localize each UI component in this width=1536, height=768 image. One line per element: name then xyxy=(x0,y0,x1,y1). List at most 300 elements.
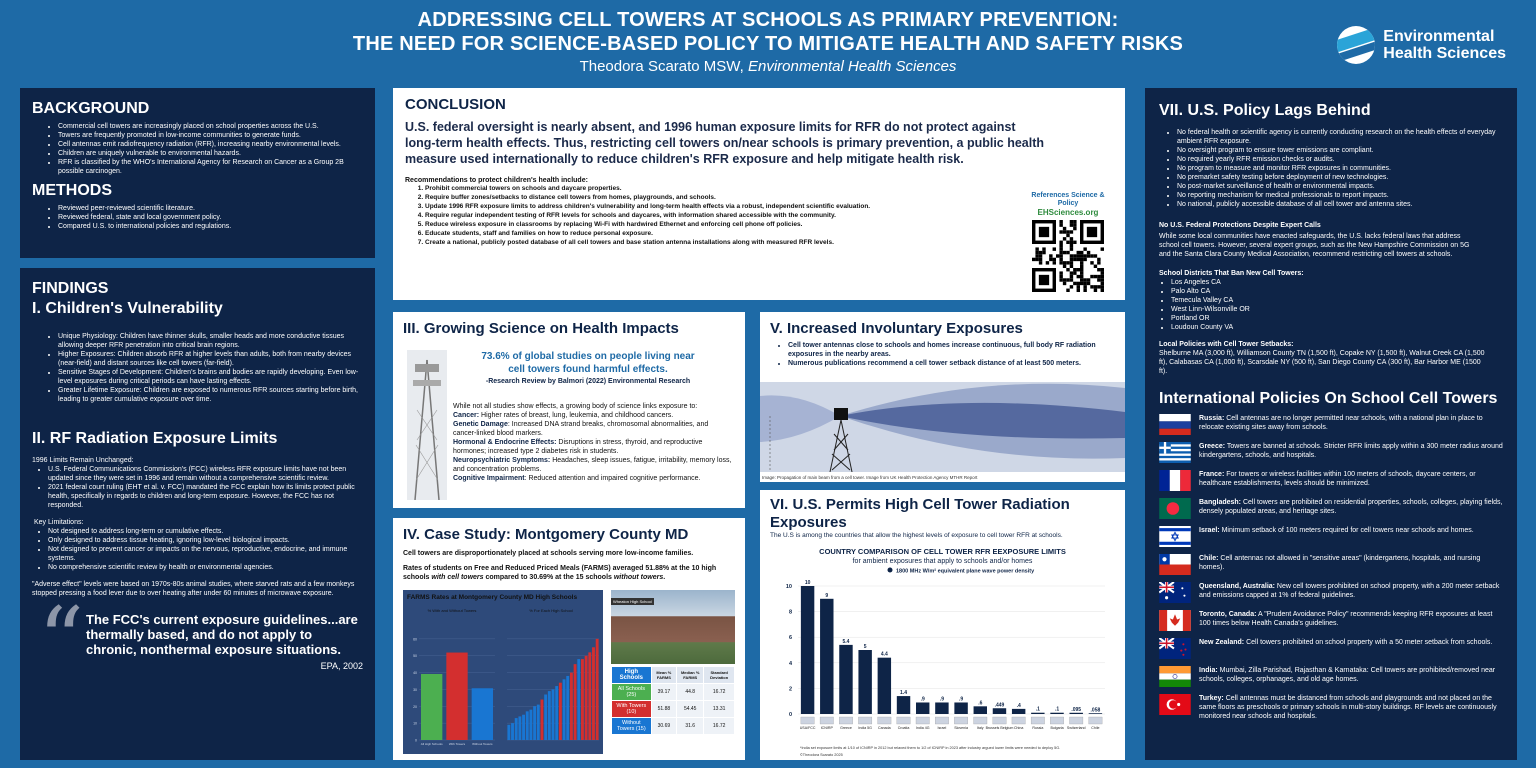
author-name: Theodora Scarato MSW, xyxy=(579,58,748,75)
france-flag-icon xyxy=(1159,470,1191,491)
school-bar xyxy=(529,710,532,740)
country-flag-icon xyxy=(1031,717,1044,724)
school-bar xyxy=(552,689,555,740)
x-tick-label: Bulgaria xyxy=(1050,726,1064,730)
legend-swatch xyxy=(888,568,893,573)
science-effect-item xyxy=(453,474,733,483)
policy-title: VII. U.S. Policy Lags Behind xyxy=(1159,102,1371,119)
international-item xyxy=(1159,582,1503,603)
x-tick-label: India 5G xyxy=(858,726,872,730)
permits-title: VI. U.S. Permits High Cell Tower Radiation Exposures xyxy=(770,496,1070,531)
science-effect-key: Cancer: xyxy=(453,412,480,419)
school-bar xyxy=(555,686,558,740)
y-tick-label: 10 xyxy=(413,721,417,726)
recommendation-item: 2. Require buffer zones/setbacks to distance cell towers from homes, playgrounds, and schools. xyxy=(425,193,1025,202)
involuntary-panel xyxy=(760,312,1125,482)
chile-flag-icon xyxy=(1159,554,1191,575)
data-label: 5 xyxy=(863,644,867,650)
international-list xyxy=(1159,414,1503,721)
chart-bar xyxy=(820,599,833,714)
involuntary-item: • Numerous publications recommend a cell tower setback distance of at least 500 meters. xyxy=(788,359,1115,368)
data-label: .6 xyxy=(978,700,983,707)
international-country: Queensland, Australia: xyxy=(1199,583,1275,590)
y-tick-label: 50 xyxy=(413,654,417,659)
policy-item: • No reporting mechanism for medical professionals to report impacts. xyxy=(1177,191,1503,200)
legend-label: 1800 MHz W/m² equivalent plane wave power density xyxy=(896,568,1035,575)
farms-right-subtitle: % For Each High School xyxy=(529,608,573,613)
farms-summary-chart xyxy=(405,614,497,750)
background-item: • Towers are frequently promoted in low-income communities to generate funds. xyxy=(58,131,363,140)
chart-bar xyxy=(916,702,929,714)
science-effect-item xyxy=(453,420,733,438)
farms-table-cell: With Towers (10) xyxy=(612,701,652,718)
science-effect-key: Neuropsychiatric Symptoms: xyxy=(453,457,551,464)
international-item-text xyxy=(1199,638,1492,647)
recommendation-item: 7. Create a national, publicly posted database of all cell towers and base station antenna installations along with measured RFR levels. xyxy=(425,238,1025,247)
international-item-text xyxy=(1199,610,1503,628)
data-label: 10 xyxy=(804,580,811,586)
country-flag-icon xyxy=(1012,717,1025,724)
farms-table-cell: 39.17 xyxy=(651,684,676,701)
recommendation-item: 5. Reduce wireless exposure in classrooms by replacing Wi-Fi with hardwired Ethernet and enforcing cell phone off policies. xyxy=(425,220,1025,229)
school-bar xyxy=(596,639,599,740)
international-policy: Mumbai, Zilla Parishad, Rajasthan & Karnataka: Cell towers are prohibited/removed near schools, colleges, orphanages, and old age homes. xyxy=(1199,667,1496,683)
data-label: .1 xyxy=(1035,706,1040,713)
farms-bar xyxy=(446,653,467,740)
x-tick-label: Israel xyxy=(937,726,947,730)
x-tick-label: USA/FCC xyxy=(799,726,816,730)
school-bar xyxy=(537,705,540,740)
school-bar xyxy=(541,700,544,740)
x-tick-label: Canada xyxy=(878,726,891,730)
science-stat: 73.6% of global studies on people living near cell towers found harmful effects. xyxy=(481,351,695,375)
methods-list xyxy=(32,204,363,231)
school-bar xyxy=(511,723,514,740)
international-policy: Cell towers prohibited on school property with a 50 meter setback from schools. xyxy=(1244,639,1493,646)
school-photo xyxy=(611,590,735,664)
background-item: • Children are uniquely vulnerable to environmental hazards. xyxy=(58,149,363,158)
methods-item: • Reviewed peer-reviewed scientific literature. xyxy=(58,204,363,213)
country-flag-icon xyxy=(820,717,833,724)
casestudy-panel xyxy=(393,518,745,760)
permits-subtitle: The U.S is among the countries that allow the highest levels of exposure to cell tower RFR at schools. xyxy=(770,532,1063,539)
international-item-text xyxy=(1199,582,1503,600)
recommendations-list xyxy=(405,184,1025,247)
school-bar xyxy=(515,718,518,740)
permits-panel xyxy=(760,490,1125,760)
school-bar xyxy=(526,711,529,740)
farms-table-row xyxy=(612,701,735,718)
vulnerability-item: • Higher Exposures: Children absorb RFR at higher levels than adults, both from nearby devices (near-field) and distant sources like cell towers (far-field). xyxy=(58,350,363,368)
district-item: • Palo Alto CA xyxy=(1171,287,1503,296)
international-item-text xyxy=(1199,498,1503,516)
chart-bar xyxy=(1031,713,1044,714)
cell-tower-photo xyxy=(407,350,447,500)
x-tick-label: India 4G xyxy=(915,726,930,730)
greece-flag-icon xyxy=(1159,442,1191,463)
farms-bar xyxy=(421,674,442,740)
international-policy: Towers are banned at schools. Stricter RFR limits apply within a 300 meter radius around kindergartens, schools, and hospitals. xyxy=(1199,443,1503,459)
involuntary-item: • Cell tower antennas close to schools and homes increase continuous, full body RF radiation exposures in the nearby areas. xyxy=(788,341,1115,359)
globe-icon xyxy=(1337,26,1375,64)
farms-table-head-cell: Mean % FARMS xyxy=(651,667,676,684)
data-label: .449 xyxy=(994,702,1005,709)
science-effect-text: Headaches, sleep issues, fatigue, irritability, memory loss, and concentration problems. xyxy=(453,457,732,473)
farms-table-cell: 31.6 xyxy=(677,718,704,735)
conclusion-lead: U.S. federal oversight is nearly absent, and 1996 human exposure limits for RFR do not protect against long-term health effects. Thus, restricting cell towers on/near schools is primary prevention, a public health measure used internationally to reduce children's RFR exposure and help mitigate health risk. xyxy=(405,120,1045,166)
district-item: • West Linn-Wilsonville OR xyxy=(1171,305,1503,314)
school-bar xyxy=(559,683,562,740)
data-label: .9 xyxy=(959,696,964,703)
international-item-text xyxy=(1199,470,1503,488)
y-tick-label: 0 xyxy=(788,712,792,718)
school-bar xyxy=(507,725,510,740)
local-text: Shelburne MA (3,000 ft), Williamson County TN (1,500 ft), Copake NY (1,500 ft), Walnut Creek CA (1,500 ft), Calabasas CA (1,000 ft), Scarsdale NY (500 ft), San Diego County CA (300 ft), Bar Harbor ME (1500 ft). xyxy=(1159,350,1485,375)
chart-bar xyxy=(1012,709,1025,714)
poster-title-line1: ADDRESSING CELL TOWERS AT SCHOOLS AS PRIMARY PREVENTION: xyxy=(417,9,1119,31)
farms-school-chart xyxy=(503,614,601,750)
country-flag-icon xyxy=(839,717,852,724)
policy-item: • No oversight program to ensure tower emissions are compliant. xyxy=(1177,146,1503,155)
international-item xyxy=(1159,666,1503,687)
farms-table-header xyxy=(612,667,735,684)
casestudy-p2 xyxy=(403,564,735,582)
country-flag-icon xyxy=(897,717,910,724)
x-tick-label: China xyxy=(1013,726,1024,730)
international-item xyxy=(1159,414,1503,435)
international-country: New Zealand: xyxy=(1199,639,1245,646)
school-bar xyxy=(585,656,588,740)
science-effect-text: Disruptions in stress, thyroid, and reproductive hormones; increased type 2 diabetes risk in students. xyxy=(453,439,703,455)
school-bar xyxy=(563,679,566,740)
farms-table-cell: Without Towers (15) xyxy=(612,718,652,735)
x-tick-label: Without Towers xyxy=(472,742,493,746)
casestudy-p2-b: with cell towers xyxy=(431,574,484,581)
methods-item: • Compared U.S. to international policies and regulations. xyxy=(58,222,363,231)
policy-item: • No premarket safety testing before deployment of new technologies. xyxy=(1177,173,1503,182)
recommendation-item: 3. Update 1996 RFR exposure limits to address children's vulnerability and long-term health effects via a robust, independent scientific evaluation. xyxy=(425,202,1025,211)
school-bar xyxy=(577,659,580,740)
x-tick-label: Chile xyxy=(1091,726,1100,730)
background-item: • Commercial cell towers are increasingly placed on school properties across the U.S. xyxy=(58,122,363,131)
quote-source: EPA, 2002 xyxy=(320,661,363,671)
international-item xyxy=(1159,498,1503,519)
findings-sec1-title: I. Children's Vulnerability xyxy=(32,300,223,317)
y-tick-label: 10 xyxy=(785,584,792,590)
international-item-text xyxy=(1199,414,1503,432)
x-tick-label: Russia xyxy=(1032,726,1044,730)
vulnerability-item: • Greater Lifetime Exposure: Children are exposed to numerous RFR sources starting before birth, leading to greater cumulative exposure over time. xyxy=(58,386,363,404)
international-policy: For towers or wireless facilities within 100 meters of schools, daycare centers, or healthcare establishments, levels should be minimized. xyxy=(1199,471,1476,487)
methods-item: • Reviewed federal, state and local government policy. xyxy=(58,213,363,222)
international-country: Turkey: xyxy=(1199,695,1224,702)
district-item: • Loudoun County VA xyxy=(1171,323,1503,332)
science-effect-item xyxy=(453,456,733,474)
international-country: France: xyxy=(1199,471,1225,478)
methods-title: METHODS xyxy=(32,182,112,199)
school-bar xyxy=(548,691,551,740)
data-label: 4.4 xyxy=(880,651,888,658)
chart-bar xyxy=(1089,713,1102,714)
chart-bar xyxy=(1050,713,1063,714)
beam-propagation-diagram xyxy=(760,382,1125,472)
science-effect-key: Genetic Damage xyxy=(453,421,508,428)
quote-text: The FCC's current exposure guidelines...are thermally based, and do not apply to chronic, nonthermal exposure situations. xyxy=(86,612,358,657)
canada-flag-icon xyxy=(1159,610,1191,631)
international-country: Bangladesh: xyxy=(1199,499,1242,506)
turkey-flag-icon xyxy=(1159,694,1191,715)
international-item xyxy=(1159,526,1503,547)
x-tick-label: Slovenia xyxy=(954,726,968,730)
chart-bar xyxy=(801,586,814,714)
chart-bar xyxy=(897,696,910,714)
y-tick-label: 30 xyxy=(413,687,417,692)
international-title: International Policies On School Cell Towers xyxy=(1159,390,1498,407)
background-panel xyxy=(20,88,375,258)
recommendation-item: 4. Require regular independent testing of RFR levels for schools and daycares, with information shared accessible with the community. xyxy=(425,211,1025,220)
bangladesh-flag-icon xyxy=(1159,498,1191,519)
data-label: .4 xyxy=(1016,702,1021,709)
data-label: 5.4 xyxy=(842,638,850,645)
background-list xyxy=(32,122,363,176)
international-country: Russia: xyxy=(1199,415,1225,422)
limits-item: • 2021 federal court ruling (EHT et al. v. FCC) mandated the FCC explain how its limits protect public health, specifically in regards to children and long-term exposure. However, the FCC has not responded. xyxy=(48,483,363,510)
international-country: Greece: xyxy=(1199,443,1226,450)
science-effect-item xyxy=(453,411,733,420)
background-item: • Cell antennas emit radiofrequency radiation (RFR), increasing nearby environmental levels. xyxy=(58,140,363,149)
involuntary-caption: Image: Propagation of main beam from a cell tower. Image from UK Health Protection Agency MTHR Report xyxy=(762,475,978,480)
involuntary-list xyxy=(770,341,1115,368)
farms-table-cell: 44.8 xyxy=(677,684,704,701)
chart-bar xyxy=(858,650,871,714)
farms-table-cell: 30.69 xyxy=(651,718,676,735)
international-item-text xyxy=(1199,442,1503,460)
y-tick-label: 4 xyxy=(788,660,792,667)
local-title: Local Policies with Cell Tower Setbacks: xyxy=(1159,341,1294,348)
x-tick-label: All High Schools xyxy=(420,742,443,746)
chart-bar xyxy=(935,702,948,714)
casestudy-p2-e: . xyxy=(663,574,666,581)
country-flag-icon xyxy=(1070,717,1083,724)
russia-flag-icon xyxy=(1159,414,1191,435)
recommendation-item: 6. Educate students, staff and families on how to reduce personal exposure. xyxy=(425,229,1025,238)
country-flag-icon xyxy=(974,717,987,724)
casestudy-title: IV. Case Study: Montgomery County MD xyxy=(403,526,689,543)
chart-bar xyxy=(839,645,852,714)
international-item xyxy=(1159,554,1503,575)
logo-text xyxy=(1383,28,1506,62)
chart-bar xyxy=(974,706,987,714)
farms-table-cell: 16.72 xyxy=(704,718,735,735)
international-policy: Cell antennas are no longer permitted near schools, with a national plan in place to relocate existing sites away from schools. xyxy=(1199,415,1483,431)
country-chart-title: COUNTRY COMPARISON OF CELL TOWER RFR EEXPOSURE LIMITS xyxy=(819,547,1066,556)
poster-title-line2: THE NEED FOR SCIENCE-BASED POLICY TO MITIGATE HEALTH AND SAFETY RISKS xyxy=(352,33,1184,55)
logo-line2: Health Sciences xyxy=(1383,45,1506,62)
international-item xyxy=(1159,470,1503,491)
data-label: .1 xyxy=(1054,706,1060,713)
districts-title: School Districts That Ban New Cell Towers: xyxy=(1159,270,1304,277)
science-title: III. Growing Science on Health Impacts xyxy=(403,320,679,337)
international-country: India: xyxy=(1199,667,1218,674)
casestudy-p2-d: without towers xyxy=(613,574,664,581)
international-country: Israel: xyxy=(1199,527,1220,534)
vulnerability-item: • Unique Physiology: Children have thinner skulls, smaller heads and more conductive tissues allowing deeper RFR penetration into critical brain regions. xyxy=(58,332,363,350)
international-item xyxy=(1159,694,1503,721)
conclusion-title: CONCLUSION xyxy=(405,96,506,113)
science-effect-text: : Increased DNA strand breaks, chromosomal abnormalities, and cancer-linked blood markers. xyxy=(453,421,709,437)
science-effect-text: : Reduced attention and impaired cognitive performance. xyxy=(524,475,701,482)
nofed-text: While some local communities have enacted safeguards, the U.S. lacks federal laws that address school cell towers. However, several expert groups, such as the New Hampshire Commission on 5G and the Santa Clara County Medical Association, recommend restricting cell towers at schools. xyxy=(1159,233,1470,258)
country-flag-icon xyxy=(801,717,814,724)
policy-item: • No national, publicly accessible database of all cell tower and antenna sites. xyxy=(1177,200,1503,209)
farms-table-cell: 13.31 xyxy=(704,701,735,718)
country-flag-icon xyxy=(954,717,967,724)
limits-item: • U.S. Federal Communications Commission's (FCC) wireless RFR exposure limits have not been updated since they were set in 1996 and remain without a comprehensive scientific review. xyxy=(48,465,363,483)
casestudy-p2-a: Rates of students on Free and Reduced Priced Meals (FARMS) averaged 51.88% at the 10 high schools xyxy=(403,565,717,581)
district-item: • Los Angeles CA xyxy=(1171,278,1503,287)
farms-left-subtitle: % With and Without Towers xyxy=(427,608,477,613)
limits-list xyxy=(32,465,363,510)
involuntary-title: V. Increased Involuntary Exposures xyxy=(770,320,1023,337)
international-policy: A "Prudent Avoidance Policy" recommends keeping RFR exposures at least 100 times below Health Canada's guidelines. xyxy=(1199,611,1493,627)
data-label: .9 xyxy=(920,696,925,703)
casestudy-p1: Cell towers are disproportionately placed at schools serving more low-income families. xyxy=(403,550,694,557)
quote-mark-icon: “ xyxy=(38,588,85,693)
science-body xyxy=(453,402,733,483)
international-item-text xyxy=(1199,666,1503,684)
y-tick-label: 8 xyxy=(788,609,792,616)
y-tick-label: 40 xyxy=(413,671,417,676)
chart-bar xyxy=(954,702,967,714)
x-tick-label: ICNIRP xyxy=(820,726,833,730)
international-policy: New cell towers prohibited on school property, with a 200 meter setback and emissions capped at 1% of federal guidelines. xyxy=(1199,583,1500,599)
country-flag-icon xyxy=(1089,717,1102,724)
chart-bar xyxy=(993,708,1006,714)
international-country: Toronto, Canada: xyxy=(1199,611,1257,618)
vulnerability-list xyxy=(32,332,363,404)
casestudy-p2-c: compared to 30.69% at the 15 schools xyxy=(483,574,614,581)
science-effect-item xyxy=(453,438,733,456)
x-tick-label: Greece xyxy=(840,726,852,730)
district-item: • Temecula Valley CA xyxy=(1171,296,1503,305)
australia-flag-icon xyxy=(1159,582,1191,603)
school-bar xyxy=(566,676,569,740)
x-tick-label: With Towers xyxy=(448,742,466,746)
farms-chart-box xyxy=(403,590,603,754)
country-flag-icon xyxy=(858,717,871,724)
data-label: 1.4 xyxy=(900,690,908,697)
policy-item: • No federal health or scientific agency is currently conducting research on the health effects of everyday ambient RFR exposure. xyxy=(1177,128,1503,146)
nofed-title: No U.S. Federal Protections Despite Expert Calls xyxy=(1159,222,1321,229)
india-flag-icon xyxy=(1159,666,1191,687)
policy-item: • No required yearly RFR emission checks or audits. xyxy=(1177,155,1503,164)
nz-flag-icon xyxy=(1159,638,1191,659)
international-item-text xyxy=(1199,526,1474,535)
international-item-text xyxy=(1199,694,1503,721)
international-item xyxy=(1159,610,1503,631)
key-limitation-item: • Not designed to address long-term or cumulative effects. xyxy=(48,527,363,536)
international-item xyxy=(1159,442,1503,463)
science-effect-key: Cognitive Impairment xyxy=(453,475,525,482)
author-affiliation: Environmental Health Sciences xyxy=(747,58,957,75)
key-limitations-title: Key Limitations: xyxy=(34,519,84,526)
findings-panel xyxy=(20,268,375,760)
policy-list xyxy=(1159,128,1503,209)
conclusion-panel xyxy=(393,88,1125,300)
data-label: .058 xyxy=(1090,707,1101,714)
key-limitation-item: • No comprehensive scientific review by health or environmental agencies. xyxy=(48,563,363,572)
school-bar xyxy=(522,715,525,740)
science-effect-text: Higher rates of breast, lung, leukemia, and childhood cancers. xyxy=(479,412,674,419)
references-label: References Science & Policy xyxy=(1031,192,1105,207)
recommendations-title: Recommendations to protect children's health include: xyxy=(405,177,588,184)
international-item xyxy=(1159,638,1503,659)
country-limits-chart xyxy=(770,546,1115,746)
school-bar xyxy=(544,694,547,740)
findings-title: FINDINGS xyxy=(32,280,109,297)
findings-sec2-title: II. RF Radiation Exposure Limits xyxy=(32,430,278,447)
poster-header xyxy=(0,0,1536,84)
vulnerability-item: • Sensitive Stages of Development: Children's brains and bodies are rapidly developing. Even low-level exposures during critical periods can have lasting effects. xyxy=(58,368,363,386)
country-flag-icon xyxy=(916,717,929,724)
adverse-effect-note: "Adverse effect" levels were based on 1970s-80s animal studies, where starved rats and a few monkeys stopped pressing a food lever due to over heating after under 60 minutes of microwave exposure. xyxy=(32,581,355,597)
school-bar xyxy=(581,659,584,740)
international-policy: Cell antennas not allowed in "sensitive areas" (kindergartens, hospitals, and nursing homes). xyxy=(1199,555,1481,571)
y-tick-label: 6 xyxy=(788,635,792,642)
chart-bar xyxy=(1070,713,1083,714)
school-bar xyxy=(570,673,573,740)
key-limitation-item: • Only designed to address tissue heating, ignoring low-level biological impacts. xyxy=(48,536,363,545)
qr-code-icon[interactable] xyxy=(1032,220,1104,292)
school-bar xyxy=(518,716,521,740)
school-bar xyxy=(588,652,591,740)
country-flag-icon xyxy=(1050,717,1063,724)
country-flag-icon xyxy=(878,717,891,724)
policy-item: • No post-market surveillance of health or environmental impacts. xyxy=(1177,182,1503,191)
limits-intro: 1996 Limits Remain Unchanged: xyxy=(32,457,134,464)
country-chart-subtitle: for ambient exposures that apply to schools and/or homes xyxy=(852,558,1033,565)
y-tick-label: 60 xyxy=(413,637,417,642)
x-tick-label: Switzerland xyxy=(1066,726,1086,730)
international-policy: Cell towers are prohibited on residential properties, schools, colleges, playing fields, densely populated areas, and heritage sites. xyxy=(1199,499,1503,515)
school-bar xyxy=(592,647,595,740)
chart-bar xyxy=(878,658,891,714)
references-block[interactable] xyxy=(1023,192,1113,297)
background-title: BACKGROUND xyxy=(32,100,150,117)
recommendation-item: 1. Prohibit commercial towers on schools and daycare properties. xyxy=(425,184,1025,193)
science-stat-source: -Research Review by Balmori (2022) Environmental Research xyxy=(485,378,691,385)
x-tick-label: Brussels Belgium xyxy=(985,726,1014,730)
country-flag-icon xyxy=(993,717,1006,724)
school-bar xyxy=(574,664,577,740)
y-tick-label: 0 xyxy=(415,738,417,743)
permits-footnote: *India set exposure limits at 1/10 of ICNIRP in 2012 but relaxed them to 1/2 of ICNIRP in 2023 after industry argued lower limits were needed to deploy 5G. xyxy=(800,746,1061,750)
farms-table-row xyxy=(612,684,735,701)
ehs-logo[interactable] xyxy=(1337,26,1506,64)
science-effects-list xyxy=(453,411,733,483)
school-bar xyxy=(533,706,536,740)
farms-table-row xyxy=(612,718,735,735)
data-label: 9 xyxy=(825,592,829,599)
international-policy: Cell antennas must be distanced from schools and playgrounds and not placed on the same floors as preschools or primary schools in multi-story buildings. RF levels are continuously monitored near schools and hospitals. xyxy=(1199,695,1497,720)
data-label: .095 xyxy=(1071,706,1082,713)
x-tick-label: Croatia xyxy=(897,726,910,730)
farms-table-cell: 51.88 xyxy=(651,701,676,718)
science-panel xyxy=(393,312,745,508)
data-label: .9 xyxy=(939,696,944,703)
references-site[interactable]: EHSciences.org xyxy=(1037,208,1099,217)
author-line xyxy=(0,58,1536,76)
